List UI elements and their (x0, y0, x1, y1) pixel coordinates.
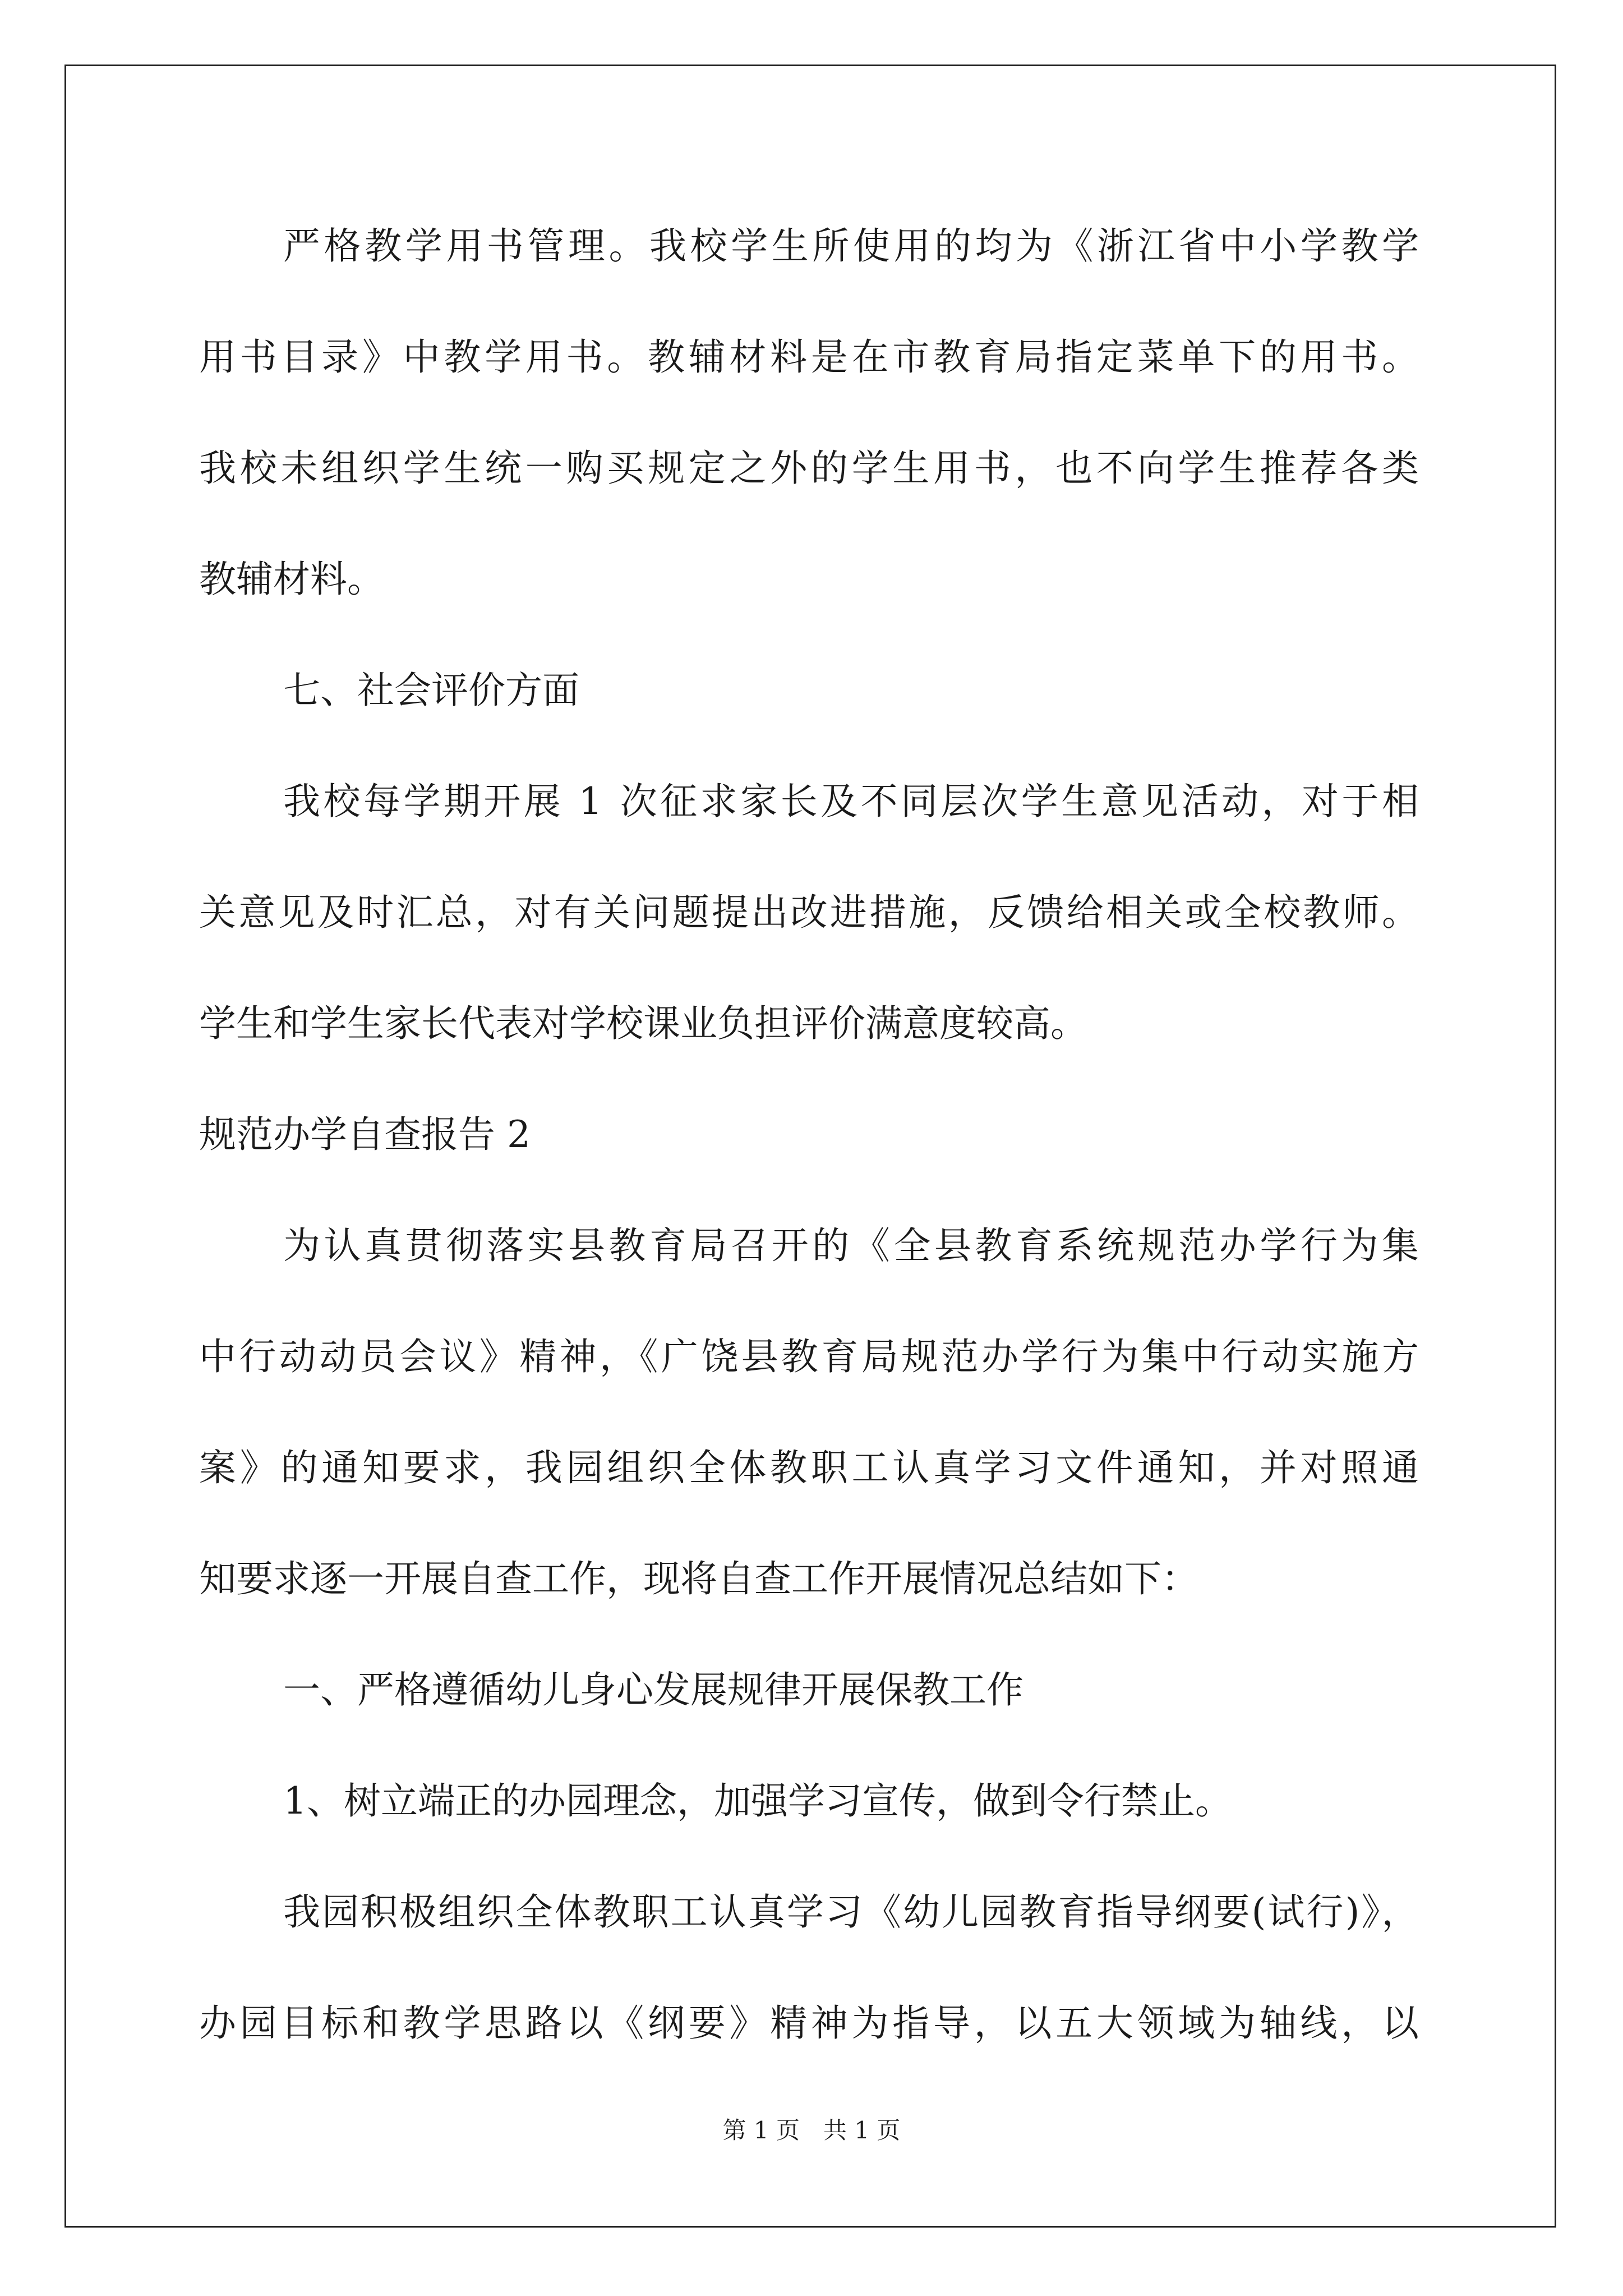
subsection-heading: 1、树立端正的办园理念，加强学习宣传，做到令行禁止。 (283, 1779, 1232, 1823)
section-heading: 一、严格遵循幼儿身心发展规律开展保教工作 (283, 1668, 1023, 1711)
text-line: 用书目录》中教学用书。教辅材料是在市教育局指定菜单下的用书。 (199, 335, 1423, 379)
text-line: 为认真贯彻落实县教育局召开的《全县教育系统规范办学行为集 (283, 1224, 1423, 1267)
text-line: 中行动动员会议》精神，《广饶县教育局规范办学行为集中行动实施方 (199, 1335, 1422, 1378)
section-heading: 七、社会评价方面 (283, 669, 579, 712)
text-line: 关意见及时汇总，对有关问题提出改进措施，反馈给相关或全校教师。 (199, 891, 1422, 934)
report-title: 规范办学自查报告 2 (199, 1113, 531, 1156)
text-line: 我园积极组织全体教职工认真学习《幼儿园教育指导纲要(试行)》， (283, 1890, 1421, 1934)
text-line: 学生和学生家长代表对学校课业负担评价满意度较高。 (199, 1002, 1087, 1045)
text-line: 案》的通知要求，我园组织全体教职工认真学习文件通知，并对照通 (199, 1446, 1423, 1489)
text-line: 办园目标和教学思路以《纲要》精神为指导，以五大领域为轴线，以 (199, 2001, 1423, 2045)
text-line: 知要求逐一开展自查工作，现将自查工作开展情况总结如下： (199, 1557, 1198, 1600)
text-line: 我校每学期开展 1 次征求家长及不同层次学生意见活动，对于相 (283, 780, 1422, 823)
text-line: 教辅材料。 (199, 558, 384, 601)
page-footer: 第 1 页 共 1 页 (722, 2116, 901, 2144)
text-line: 严格教学用书管理。我校学生所使用的均为《浙江省中小学教学 (283, 224, 1423, 268)
text-line: 我校未组织学生统一购买规定之外的学生用书，也不向学生推荐各类 (199, 447, 1423, 490)
